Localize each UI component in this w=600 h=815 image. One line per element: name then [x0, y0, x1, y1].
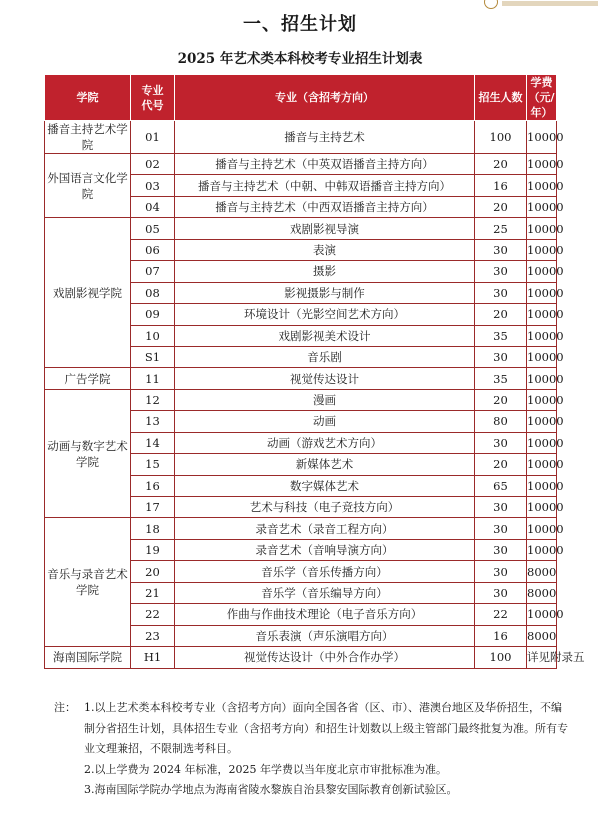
- code-cell: 16: [131, 475, 175, 496]
- college-cell: 广告学院: [45, 368, 131, 389]
- header-fee: [527, 75, 557, 121]
- major-cell: 录音艺术（音响导演方向）: [175, 539, 475, 560]
- college-cell: 动画与数字艺术学院: [45, 389, 131, 518]
- fee-cell: 10000: [527, 196, 557, 217]
- major-cell: 音乐剧: [175, 346, 475, 367]
- note-item: 2.以上学费为 2024 年标准，2025 年学费以当年度北京市审批标准为准。: [84, 762, 447, 776]
- code-cell: 02: [131, 154, 175, 175]
- section-title: 一、招生计划: [243, 14, 357, 35]
- fee-cell: 10000: [527, 475, 557, 496]
- header-quota: 招生人数: [475, 75, 527, 121]
- code-cell: 08: [131, 282, 175, 303]
- note-item: 1.以上艺术类本科校考专业（含招考方向）面向全国各省（区、市）、港澳台地区及华侨招生，不编制分省招生计划，具体招生专业（含招考方向）和招生计划数以上级主管部门最终批复为准。所有专业文理兼招，不限制选考科目。: [84, 701, 568, 755]
- quota-cell: 20: [475, 304, 527, 325]
- code-cell: 06: [131, 239, 175, 260]
- header-code-line2: 代号: [141, 98, 164, 112]
- code-cell: 09: [131, 304, 175, 325]
- notes: [56, 698, 568, 801]
- college-cell: 播音主持艺术学院: [45, 121, 131, 154]
- college-cell: 海南国际学院: [45, 647, 131, 668]
- quota-cell: 30: [475, 539, 527, 560]
- fee-cell: 10000: [527, 261, 557, 282]
- code-cell: S1: [131, 346, 175, 367]
- fee-cell: 10000: [527, 432, 557, 453]
- quota-cell: 22: [475, 604, 527, 625]
- code-cell: 18: [131, 518, 175, 539]
- notes-label: 注：: [54, 701, 76, 714]
- fee-cell: 10000: [527, 346, 557, 367]
- fee-cell: 8000: [527, 582, 557, 603]
- fee-cell: 10000: [527, 411, 557, 432]
- fee-cell: 10000: [527, 518, 557, 539]
- table-row: [45, 218, 557, 239]
- quota-cell: 30: [475, 582, 527, 603]
- quota-cell: 30: [475, 518, 527, 539]
- major-cell: 新媒体艺术: [175, 454, 475, 475]
- quota-cell: 30: [475, 561, 527, 582]
- fee-cell: 8000: [527, 625, 557, 646]
- code-cell: 23: [131, 625, 175, 646]
- major-cell: 音乐学（音乐传播方向）: [175, 561, 475, 582]
- quota-cell: 20: [475, 154, 527, 175]
- quota-cell: 100: [475, 121, 527, 154]
- major-cell: 播音与主持艺术: [175, 121, 475, 154]
- major-cell: 播音与主持艺术（中朝、中韩双语播音主持方向）: [175, 175, 475, 196]
- quota-cell: 35: [475, 368, 527, 389]
- fee-cell: 10000: [527, 539, 557, 560]
- quota-cell: 20: [475, 454, 527, 475]
- college-cell: 音乐与录音艺术学院: [45, 518, 131, 647]
- fee-cell: 8000: [527, 561, 557, 582]
- university-logo: [484, 0, 600, 10]
- fee-cell: 10000: [527, 454, 557, 475]
- code-cell: 14: [131, 432, 175, 453]
- quota-cell: 30: [475, 261, 527, 282]
- fee-cell: 10000: [527, 239, 557, 260]
- header-fee-line2: （元/年）: [528, 91, 555, 119]
- quota-cell: 35: [475, 325, 527, 346]
- code-cell: 01: [131, 121, 175, 154]
- quota-cell: 30: [475, 346, 527, 367]
- code-cell: 11: [131, 368, 175, 389]
- fee-cell: 10000: [527, 218, 557, 239]
- table-row: [45, 154, 557, 175]
- major-cell: 动画: [175, 411, 475, 432]
- code-cell: 22: [131, 604, 175, 625]
- note-item: 3.海南国际学院办学地点为海南省陵水黎族自治县黎安国际教育创新试验区。: [84, 783, 458, 796]
- fee-cell: 10000: [527, 154, 557, 175]
- code-cell: 13: [131, 411, 175, 432]
- code-cell: 10: [131, 325, 175, 346]
- code-cell: 15: [131, 454, 175, 475]
- major-cell: 播音与主持艺术（中英双语播音主持方向）: [175, 154, 475, 175]
- fee-cell: 10000: [527, 304, 557, 325]
- code-cell: 03: [131, 175, 175, 196]
- quota-cell: 80: [475, 411, 527, 432]
- major-cell: 摄影: [175, 261, 475, 282]
- quota-cell: 30: [475, 282, 527, 303]
- fee-cell: 详见附录五: [527, 647, 557, 668]
- emblem-icon: [484, 0, 498, 9]
- code-cell: 19: [131, 539, 175, 560]
- fee-cell: 10000: [527, 604, 557, 625]
- fee-cell: 10000: [527, 497, 557, 518]
- quota-cell: 65: [475, 475, 527, 496]
- college-cell: 戏剧影视学院: [45, 218, 131, 368]
- fee-cell: 10000: [527, 389, 557, 410]
- quota-cell: 25: [475, 218, 527, 239]
- table-title: 2025 年艺术类本科校考专业招生计划表: [177, 51, 423, 67]
- table-body: [45, 121, 585, 669]
- header-major: 专业（含招考方向）: [175, 75, 475, 121]
- major-cell: 艺术与科技（电子竞技方向）: [175, 497, 475, 518]
- header-college: 学院: [45, 75, 131, 121]
- quota-cell: 30: [475, 239, 527, 260]
- code-cell: H1: [131, 647, 175, 668]
- major-cell: 戏剧影视导演: [175, 218, 475, 239]
- table-row: [45, 389, 557, 410]
- header-fee-line1: 学费: [530, 76, 553, 89]
- table-row: [45, 368, 557, 389]
- code-cell: 07: [131, 261, 175, 282]
- table-row: [45, 518, 557, 539]
- code-cell: 17: [131, 497, 175, 518]
- major-cell: 表演: [175, 239, 475, 260]
- major-cell: 录音艺术（录音工程方向）: [175, 518, 475, 539]
- major-cell: 播音与主持艺术（中西双语播音主持方向）: [175, 196, 475, 217]
- header-code: [131, 75, 175, 121]
- major-cell: 音乐表演（声乐演唱方向）: [175, 625, 475, 646]
- table-row: [45, 121, 557, 154]
- quota-cell: 100: [475, 647, 527, 668]
- major-cell: 视觉传达设计: [175, 368, 475, 389]
- code-cell: 04: [131, 196, 175, 217]
- major-cell: 环境设计（光影空间艺术方向）: [175, 304, 475, 325]
- fee-cell: 10000: [527, 325, 557, 346]
- quota-cell: 16: [475, 625, 527, 646]
- quota-cell: 20: [475, 389, 527, 410]
- table-header-row: [45, 75, 557, 121]
- fee-cell: 10000: [527, 175, 557, 196]
- major-cell: 动画（游戏艺术方向）: [175, 432, 475, 453]
- code-cell: 05: [131, 218, 175, 239]
- major-cell: 视觉传达设计（中外合作办学）: [175, 647, 475, 668]
- major-cell: 影视摄影与制作: [175, 282, 475, 303]
- major-cell: 漫画: [175, 389, 475, 410]
- quota-cell: 20: [475, 196, 527, 217]
- code-cell: 12: [131, 389, 175, 410]
- enrollment-plan-table: [44, 74, 585, 669]
- fee-cell: 10000: [527, 121, 557, 154]
- major-cell: 音乐学（音乐编导方向）: [175, 582, 475, 603]
- major-cell: 作曲与作曲技术理论（电子音乐方向）: [175, 604, 475, 625]
- fee-cell: 10000: [527, 282, 557, 303]
- table-row: [45, 647, 557, 668]
- code-cell: 21: [131, 582, 175, 603]
- code-cell: 20: [131, 561, 175, 582]
- fee-cell: 10000: [527, 368, 557, 389]
- major-cell: 戏剧影视美术设计: [175, 325, 475, 346]
- logo-wordmark: [502, 1, 598, 6]
- quota-cell: 30: [475, 497, 527, 518]
- quota-cell: 30: [475, 432, 527, 453]
- quota-cell: 16: [475, 175, 527, 196]
- header-code-line1: 专业: [141, 83, 164, 97]
- college-cell: 外国语言文化学院: [45, 154, 131, 218]
- major-cell: 数字媒体艺术: [175, 475, 475, 496]
